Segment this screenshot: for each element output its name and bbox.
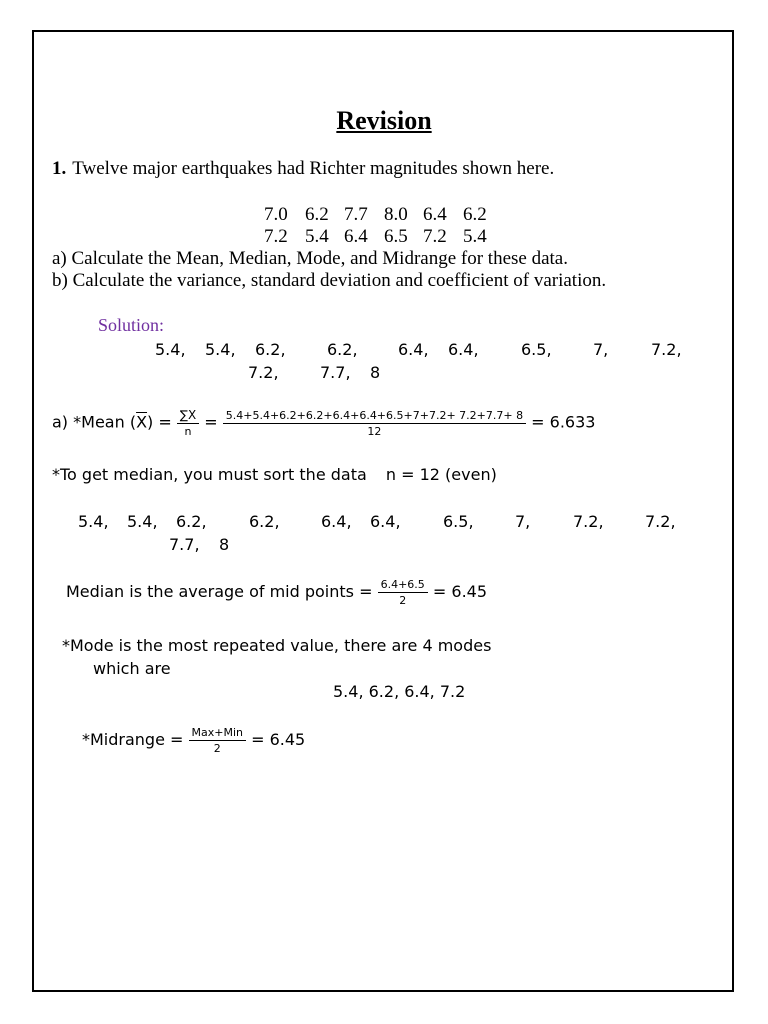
median-denominator: 2 [399, 594, 407, 607]
sorted-value: 6.4, [321, 512, 352, 531]
midrange-text: *Midrange = [82, 730, 184, 749]
sum-numerator: ∑X [177, 408, 199, 424]
part-a-text: a) Calculate the Mean, Median, Mode, and Midrange for these data. [52, 248, 568, 269]
median-intro-line [52, 465, 497, 484]
mean-result: = 6.633 [531, 412, 596, 432]
midrange-denominator: 2 [213, 742, 221, 755]
sorted-value: 8 [370, 363, 381, 382]
sorted-value: 5.4, [205, 340, 236, 359]
midrange-numerator: Max+Min [189, 726, 246, 741]
part-b-text: b) Calculate the variance, standard deviation and coefficient of variation. [52, 270, 607, 291]
data-value: 6.5 [384, 226, 408, 247]
median-intro: *To get median, you must sort the data [52, 465, 367, 484]
sorted-value: 6.2, [327, 340, 358, 359]
sorted-value: 7.2, [573, 512, 604, 531]
data-value: 7.2 [264, 226, 288, 247]
sorted-value: 7, [515, 512, 531, 531]
data-value: 5.4 [305, 226, 329, 247]
mean-fraction [223, 409, 526, 438]
mean-symbol: $\overline{X}$ [136, 412, 148, 432]
mean-equation [52, 408, 595, 438]
question-body: Twelve major earthquakes had Richter magnitudes shown here. [72, 158, 555, 179]
sorted-value: 6.2, [176, 512, 207, 531]
sorted-value: 6.2, [249, 512, 280, 531]
mean-prefix: a) *Mean ( [52, 412, 137, 432]
median-fraction [378, 578, 428, 607]
sorted-value: 7.7, [169, 535, 200, 554]
sorted-value: 6.2, [255, 340, 286, 359]
data-value: 6.2 [463, 204, 487, 225]
data-value: 5.4 [463, 226, 487, 247]
sorted-value: 6.4, [398, 340, 429, 359]
sorted-value: 5.4, [78, 512, 109, 531]
data-value: 7.0 [264, 204, 288, 225]
sorted-value: 7.7, [320, 363, 351, 382]
question-text [52, 158, 554, 180]
sorted-value: 7, [593, 340, 609, 359]
mode-values: 5.4, 6.2, 6.4, 7.2 [333, 682, 466, 701]
sorted-value: 5.4, [127, 512, 158, 531]
midrange-equation [82, 726, 305, 755]
mode-line-1: *Mode is the most repeated value, there are 4 modes [62, 636, 492, 655]
data-value: 8.0 [384, 204, 408, 225]
sorted-value: 6.5, [521, 340, 552, 359]
sum-denominator: n [184, 425, 192, 438]
mean-mid: ) = [147, 412, 172, 432]
mode-line-2: which are [93, 659, 171, 678]
sorted-value: 5.4, [155, 340, 186, 359]
sorted-value: 6.4, [370, 512, 401, 531]
median-n: n = 12 (even) [385, 465, 497, 484]
median-equation [66, 578, 487, 607]
sorted-value: 6.5, [443, 512, 474, 531]
sorted-value: 7.2, [248, 363, 279, 382]
median-text: Median is the average of mid points = [66, 582, 373, 601]
sorted-value: 7.2, [651, 340, 682, 359]
median-numerator: 6.4+6.5 [378, 578, 428, 593]
sum-fraction [177, 408, 199, 438]
mean-numerator: 5.4+5.4+6.2+6.2+6.4+6.4+6.5+7+7.2+ 7.2+7.7+ 8 [223, 409, 526, 424]
data-value: 6.4 [423, 204, 447, 225]
mean-denominator: 12 [367, 424, 382, 438]
midrange-result: = 6.45 [251, 730, 306, 749]
question-number: 1. [52, 158, 67, 179]
mean-equals: = [204, 412, 218, 432]
median-result: = 6.45 [432, 582, 488, 601]
solution-label: Solution: [98, 315, 165, 335]
data-value: 7.7 [344, 204, 368, 225]
sorted-value: 6.4, [448, 340, 479, 359]
data-value: 7.2 [423, 226, 447, 247]
data-value: 6.2 [305, 204, 329, 225]
sorted-value: 7.2, [645, 512, 676, 531]
sorted-value: 8 [219, 535, 230, 554]
page-title: Revision [336, 106, 432, 135]
midrange-fraction [189, 726, 246, 755]
data-value: 6.4 [344, 226, 368, 247]
